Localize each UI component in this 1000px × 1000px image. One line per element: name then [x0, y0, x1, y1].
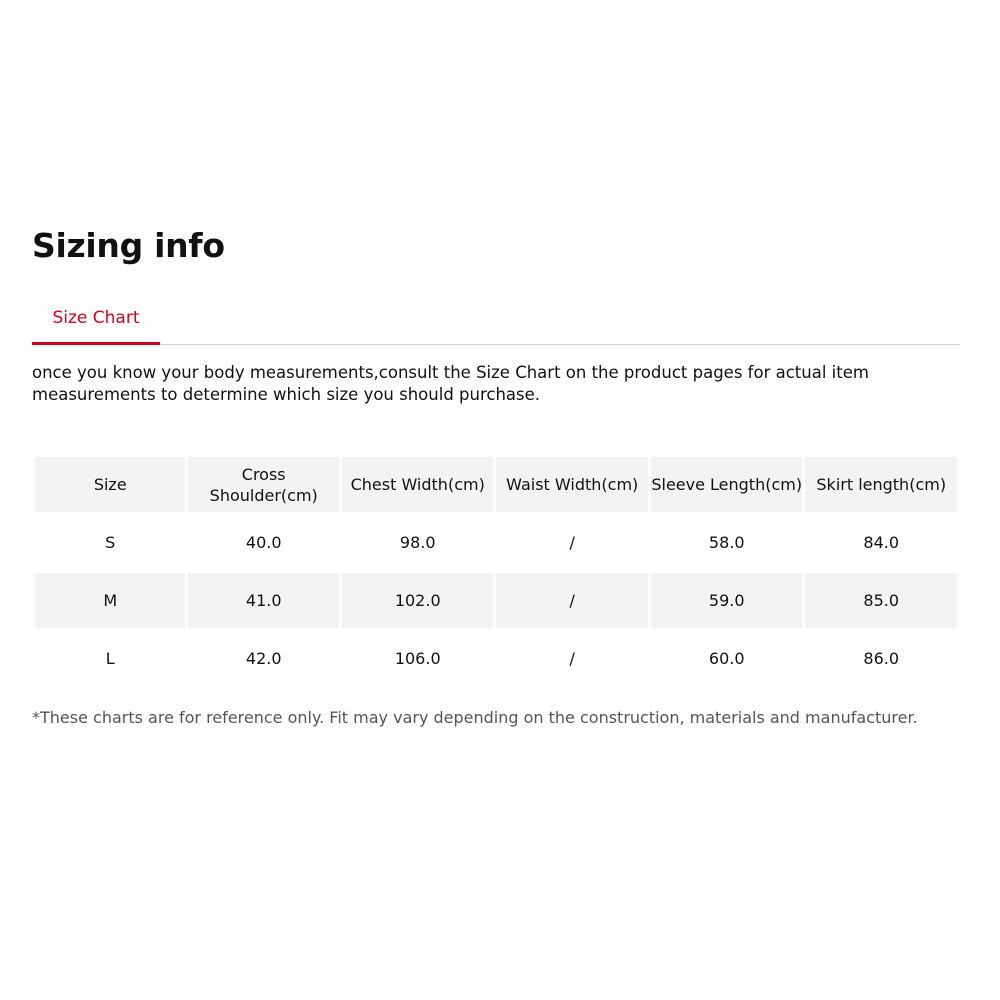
- header-cross-shoulder-label: Cross Shoulder(cm): [209, 464, 318, 505]
- page-title: Sizing info: [32, 226, 225, 265]
- size-chart-table: [32, 454, 960, 689]
- header-sleeve-length: Sleeve Length(cm): [651, 457, 803, 512]
- cell-cross-shoulder: 42.0: [245, 649, 282, 668]
- cell-sleeve-length: 58.0: [708, 533, 745, 552]
- tab-bar: [32, 296, 960, 345]
- header-waist-width: Waist Width(cm): [496, 457, 648, 512]
- tab-size-chart[interactable]: Size Chart: [32, 296, 160, 345]
- cell-size: L: [105, 649, 115, 668]
- cell-sleeve-length: 60.0: [708, 649, 745, 668]
- cell-size: M: [35, 573, 185, 628]
- cell-skirt-length: 86.0: [863, 649, 900, 668]
- cell-chest-width: 106.0: [394, 649, 441, 668]
- table-header-row: [35, 457, 957, 512]
- table-row: [35, 631, 957, 686]
- header-chest-width: Chest Width(cm): [342, 457, 494, 512]
- footnote: *These charts are for reference only. Fit may vary depending on the construction, materials and manufacturer.: [32, 708, 918, 727]
- cell-skirt-length: 85.0: [805, 573, 957, 628]
- cell-size: S: [105, 533, 116, 552]
- cell-cross-shoulder: 40.0: [245, 533, 282, 552]
- table-row: [35, 515, 957, 570]
- header-size: Size: [35, 457, 185, 512]
- cell-chest-width: 98.0: [399, 533, 436, 552]
- cell-waist-width: /: [569, 533, 575, 552]
- intro-text: once you know your body measurements,consult the Size Chart on the product pages for actual item measurements to determine which size you should purchase.: [32, 363, 869, 404]
- cell-waist-width: /: [496, 573, 648, 628]
- cell-skirt-length: 84.0: [863, 533, 900, 552]
- header-skirt-length: Skirt length(cm): [805, 457, 957, 512]
- cell-cross-shoulder: 41.0: [188, 573, 338, 628]
- cell-chest-width: 102.0: [342, 573, 494, 628]
- table-row: [35, 573, 957, 628]
- cell-waist-width: /: [569, 649, 575, 668]
- header-cross-shoulder: [188, 457, 338, 512]
- cell-sleeve-length: 59.0: [651, 573, 803, 628]
